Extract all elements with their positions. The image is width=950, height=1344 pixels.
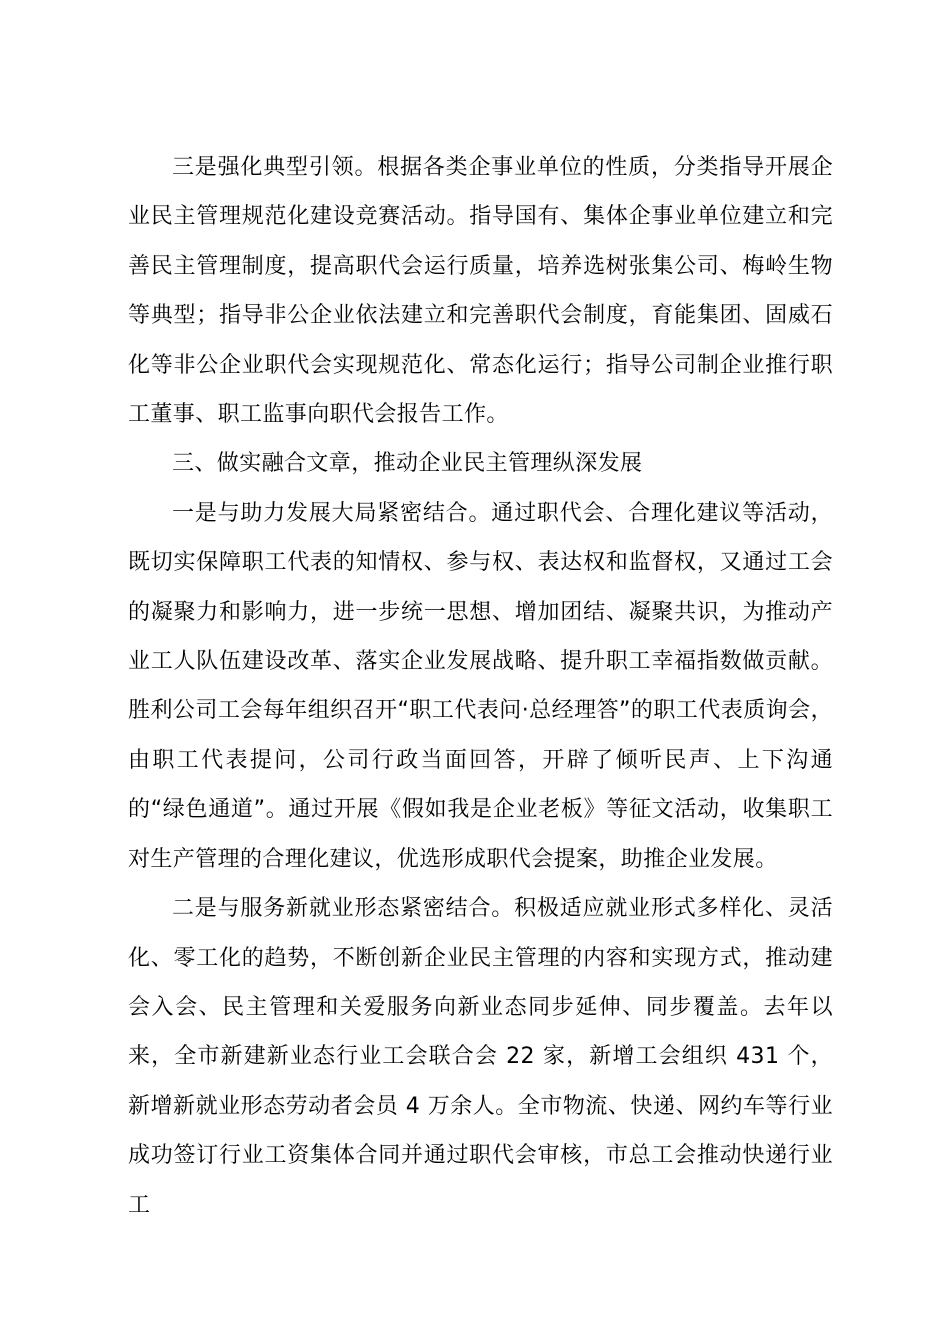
paragraph-new-employment-forms: 二是与服务新就业形态紧密结合。积极适应就业形式多样化、灵活化、零工化的趋势，不断创新企业民主管理的内容和实现方式，推动建会入会、民主管理和关爱服务向新业态同步延伸、同步覆盖。去年以来，全市新建新业态行业工会联合会 22 家，新增工会组织 431 个，新增新就业形态劳动者会员 4 万余人。全市物流、快递、网约车等行业成功签订行业工资集体合同并通过职代会审核，市总工会推动快递行业工 bbox=[128, 896, 833, 1218]
document-page bbox=[128, 143, 833, 1230]
paragraph-typical-guidance: 三是强化典型引领。根据各类企事业单位的性质，分类指导开展企业民主管理规范化建设竞赛活动。指导国有、集体企事业单位建立和完善民主管理制度，提高职代会运行质量，培养选树张集公司、梅岭生物等典型；指导非公企业依法建立和完善职代会制度，育能集团、固威石化等非公企业职代会实现规范化、常态化运行；指导公司制企业推行职工董事、职工监事向职代会报告工作。 bbox=[128, 155, 833, 428]
section-heading-three: 三、做实融合文章，推动企业民主管理纵深发展 bbox=[172, 451, 643, 477]
paragraph-development-integration: 一是与助力发展大局紧密结合。通过职代会、合理化建议等活动，既切实保障职工代表的知情权、参与权、表达权和监督权，又通过工会的凝聚力和影响力，进一步统一思想、增加团结、凝聚共识，为推动产业工人队伍建设改革、落实企业发展战略、提升职工幸福指数做贡献。胜利公司工会每年组织召开“职工代表问·总经理答”的职工代表质询会，由职工代表提问，公司行政当面回答，开辟了倾听民声、上下沟通的“绿色通道”。通过开展《假如我是企业老板》等征文活动，收集职工对生产管理的合理化建议，优选形成职代会提案，助推企业发展。 bbox=[128, 500, 833, 872]
